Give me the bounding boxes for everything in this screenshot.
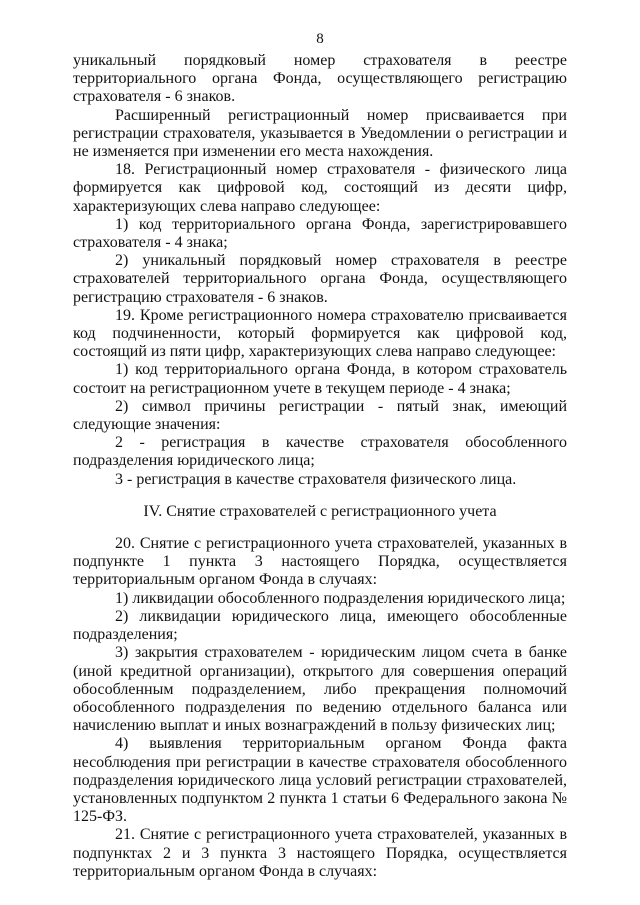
paragraph-extended-number: Расширенный регистрационный номер присваивается при регистрации страхователя, указывается в Уведомлении о регистрации и не изменяется при изменении его места нахождения.	[73, 106, 567, 161]
document-body	[73, 52, 567, 881]
section-heading: IV. Снятие страхователей с регистрационного учета	[143, 502, 497, 520]
paragraph-19-item-2: 2) символ причины регистрации - пятый знак, имеющий следующие значения:	[73, 397, 567, 434]
paragraph-18-item-1: 1) код территориального органа Фонда, зарегистрировавшего страхователя - 4 знака;	[73, 215, 567, 252]
paragraph-20-item-2: 2) ликвидации юридического лица, имеющего обособленные подразделения;	[73, 607, 567, 644]
paragraph-20: 20. Снятие с регистрационного учета страхователей, указанных в подпункте 1 пункта 3 настоящего Порядка, осуществляется территориальным органом Фонда в случаях:	[73, 535, 567, 589]
paragraph-20-item-4: 4) выявления территориальным органом Фонда факта несоблюдения при регистрации в качестве страхователя обособленного подразделения юридического лица условий регистрации страхователей, установленных подпунктом 2 пункта 1 статьи 6 Федерального закона № 125-ФЗ.	[73, 735, 567, 826]
paragraph-19-item-1: 1) код территориального органа Фонда, в котором страхователь состоит на регистрационном учете в текущем периоде - 4 знака;	[73, 361, 567, 397]
paragraph-20-item-1: 1) ликвидации обособленного подразделения юридического лица;	[115, 589, 566, 607]
page-number: 8	[316, 31, 324, 47]
paragraph-19-value-3: 3 - регистрация в качестве страхователя физического лица.	[115, 470, 517, 488]
paragraph-continuation: уникальный порядковый номер страхователя в реестре территориального органа Фонда, осуществляющего регистрацию страхователя - 6 знаков.	[73, 52, 567, 106]
paragraph-18: 18. Регистрационный номер страхователя - физического лица формируется как цифровой код, состоящий из десяти цифр, характеризующих слева направо следующее:	[73, 161, 567, 215]
paragraph-19: 19. Кроме регистрационного номера страхователю присваивается код подчиненности, который формируется как цифровой код, состоящий из пяти цифр, характеризующих слева направо следующее:	[73, 306, 567, 361]
paragraph-18-item-2: 2) уникальный порядковый номер страхователя в реестре страхователей территориального органа Фонда, осуществляющего регистрацию страхователя - 6 знаков.	[73, 252, 567, 306]
paragraph-20-item-3: 3) закрытия страхователем - юридическим лицом счета в банке (иной кредитной организации), открытого для совершения операций обособленным подразделением, либо прекращения полномочий обособленного подразделения по ведению отдельного баланса или начислению выплат и иных вознаграждений в пользу физических лиц;	[73, 644, 567, 735]
paragraph-21: 21. Снятие с регистрационного учета страхователей, указанных в подпунктах 2 и 3 пункта 3 настоящего Порядка, осуществляется территориальным органом Фонда в случаях:	[73, 826, 567, 880]
paragraph-19-value-2: 2 - регистрация в качестве страхователя обособленного подразделения юридического лица;	[73, 434, 567, 470]
